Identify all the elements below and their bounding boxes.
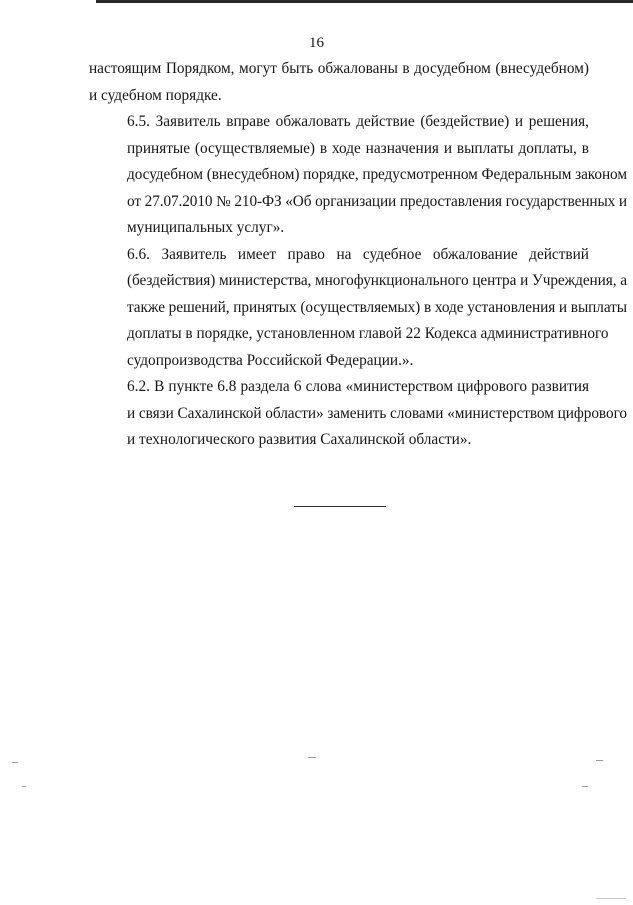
text-line: (бездействия) министерства, многофункционального центра и Учреждения, а bbox=[127, 272, 627, 289]
text-line: настоящим Порядком, могут быть обжалованы в досудебном (внесудебном) bbox=[89, 60, 589, 77]
paragraph-continuation bbox=[89, 56, 589, 109]
scan-speck bbox=[22, 786, 26, 787]
text-line: и связи Сахалинской области» заменить словами «министерством цифрового bbox=[127, 404, 628, 422]
scan-speck bbox=[12, 762, 18, 763]
text-line: также решений, принятых (осуществляемых) в ходе установления и выплаты bbox=[127, 298, 628, 316]
scan-speck bbox=[308, 757, 316, 758]
text-line: принятые (осуществляемые) в ходе назначения и выплаты доплаты, в bbox=[127, 139, 589, 157]
text-line: и судебном порядке. bbox=[89, 86, 222, 104]
scan-speck bbox=[596, 760, 603, 761]
paragraph-6-5 bbox=[89, 109, 627, 242]
scan-speck bbox=[582, 786, 588, 787]
text-line: судопроизводства Российской Федерации.». bbox=[127, 351, 414, 369]
text-line: досудебном (внесудебном) порядке, предусмотренном Федеральным законом bbox=[127, 166, 627, 183]
scan-top-edge bbox=[96, 0, 633, 3]
text-line: муниципальных услуг». bbox=[127, 219, 285, 236]
paragraph-6-2 bbox=[89, 374, 628, 454]
text-line: 6.2. В пункте 6.8 раздела 6 слова «министерством цифрового развития bbox=[127, 378, 589, 395]
document-body bbox=[89, 56, 628, 454]
paragraph-6-6 bbox=[89, 242, 628, 375]
end-separator-line bbox=[294, 506, 386, 507]
text-line: от 27.07.2010 № 210-ФЗ «Об организации предоставления государственных и bbox=[127, 192, 627, 210]
text-line: и технологического развития Сахалинской области». bbox=[127, 431, 472, 448]
text-line: 6.6. Заявитель имеет право на судебное обжалование действий bbox=[127, 245, 589, 263]
text-line: доплаты в порядке, установленном главой 22 Кодекса административного bbox=[127, 325, 609, 342]
scan-speck bbox=[596, 898, 626, 899]
page-number: 16 bbox=[309, 35, 324, 51]
text-line: 6.5. Заявитель вправе обжаловать действие (бездействие) и решения, bbox=[127, 113, 589, 130]
